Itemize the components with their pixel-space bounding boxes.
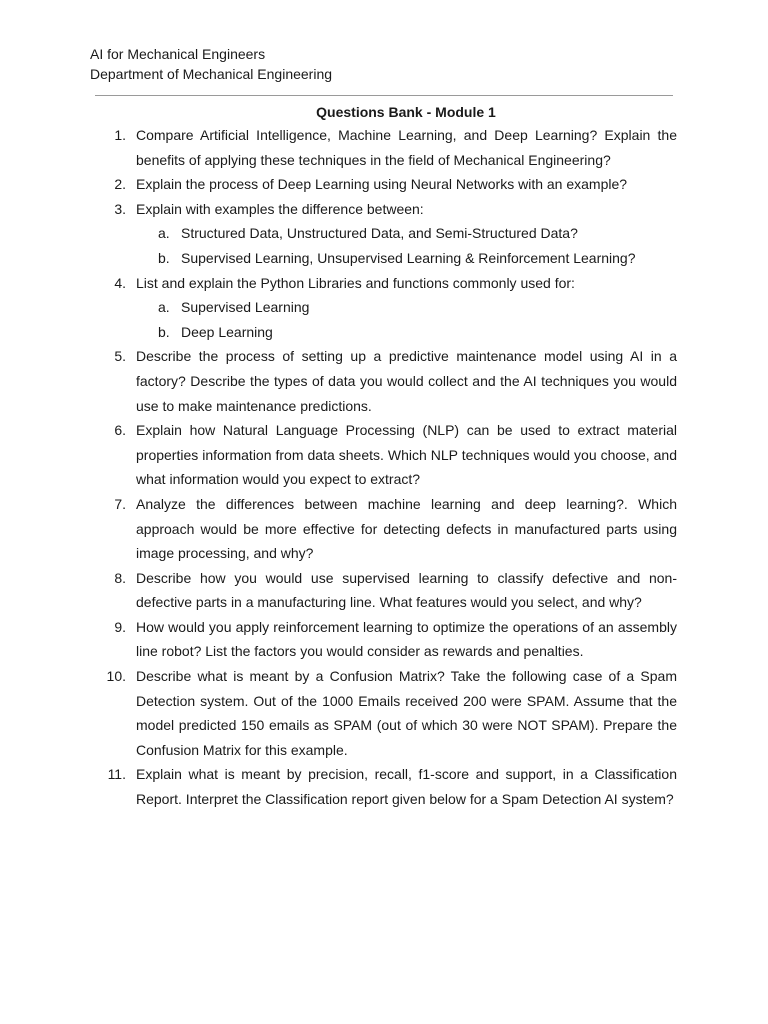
question-number: 9. [114, 618, 126, 635]
question-number: 11. [107, 766, 126, 783]
subitem-list [136, 295, 677, 344]
question-item [100, 664, 677, 762]
subitem [136, 221, 677, 246]
question-text: How would you apply reinforcement learning to optimize the operations of an assembly line robot? List the factors you would consider as rewards and penalties. [136, 618, 677, 660]
question-text: Explain what is meant by precision, recall, f1-score and support, in a Classification Report. Interpret the Classification report given below for a Spam Detection AI system? [136, 766, 677, 808]
question-item [100, 123, 677, 172]
course-title: AI for Mechanical Engineers [90, 46, 266, 62]
subitem-letter: b. [158, 323, 170, 340]
question-number: 10. [106, 668, 126, 685]
question-item [100, 762, 677, 811]
question-text: Describe the process of setting up a predictive maintenance model using AI in a factory? Describe the types of data you would collect and the AI techniques you would use to make maintenance predictions. [136, 348, 677, 414]
question-text: List and explain the Python Libraries and functions commonly used for: [136, 274, 575, 291]
question-item [100, 344, 677, 418]
question-text: Explain how Natural Language Processing (NLP) can be used to extract material properties information from data sheets. Which NLP techniques would you choose, and what information would you expect to extract? [136, 422, 677, 488]
subitem-text: Deep Learning [181, 323, 273, 340]
question-text: Analyze the differences between machine learning and deep learning?. Which approach would be more effective for detecting defects in manufactured parts using image processing, and why? [136, 495, 677, 562]
subitem-text: Structured Data, Unstructured Data, and Semi-Structured Data? [181, 225, 578, 242]
question-number: 3. [114, 200, 126, 217]
question-item [100, 197, 677, 271]
subitem [136, 295, 677, 320]
question-text: Compare Artificial Intelligence, Machine Learning, and Deep Learning? Explain the benefits of applying these techniques in the field of Mechanical Engineering? [136, 127, 677, 168]
subitem-letter: a. [158, 225, 170, 242]
question-number: 2. [114, 176, 126, 193]
header-divider [95, 95, 673, 96]
question-item [100, 271, 677, 345]
question-number: 1. [114, 127, 126, 143]
question-text: Explain the process of Deep Learning using Neural Networks with an example? [136, 176, 628, 193]
question-text: Describe how you would use supervised learning to classify defective and non-defective parts in a manufacturing line. What features would you select, and why? [136, 569, 677, 611]
subitem-letter: a. [158, 299, 170, 316]
question-item [100, 172, 677, 197]
question-number: 5. [114, 348, 126, 365]
question-text: Explain with examples the difference between: [136, 200, 424, 217]
subitem-letter: b. [158, 249, 170, 266]
question-number: 4. [114, 274, 126, 291]
subitem-text: Supervised Learning [181, 299, 310, 316]
question-number: 7. [114, 495, 126, 512]
question-text: Describe what is meant by a Confusion Matrix? Take the following case of a Spam Detection system. Out of the 1000 Emails received 200 were SPAM. Assume that the model predicted 150 emails as SPAM (out of which 30 were NOT SPAM). Prepare the Confusion Matrix for this example. [136, 668, 677, 758]
question-item [100, 418, 677, 492]
question-item [100, 615, 677, 664]
question-list [100, 123, 677, 812]
subitem-text: Supervised Learning, Unsupervised Learning & Reinforcement Learning? [181, 249, 636, 266]
question-number: 6. [114, 422, 126, 439]
question-number: 8. [114, 569, 126, 586]
subitem [136, 246, 677, 271]
question-item [100, 566, 677, 615]
question-item [100, 492, 677, 566]
subitem [136, 320, 677, 345]
page-title: Questions Bank - Module 1 [316, 104, 496, 120]
document-header [90, 44, 332, 84]
department-name: Department of Mechanical Engineering [90, 66, 333, 82]
subitem-list [136, 221, 677, 270]
